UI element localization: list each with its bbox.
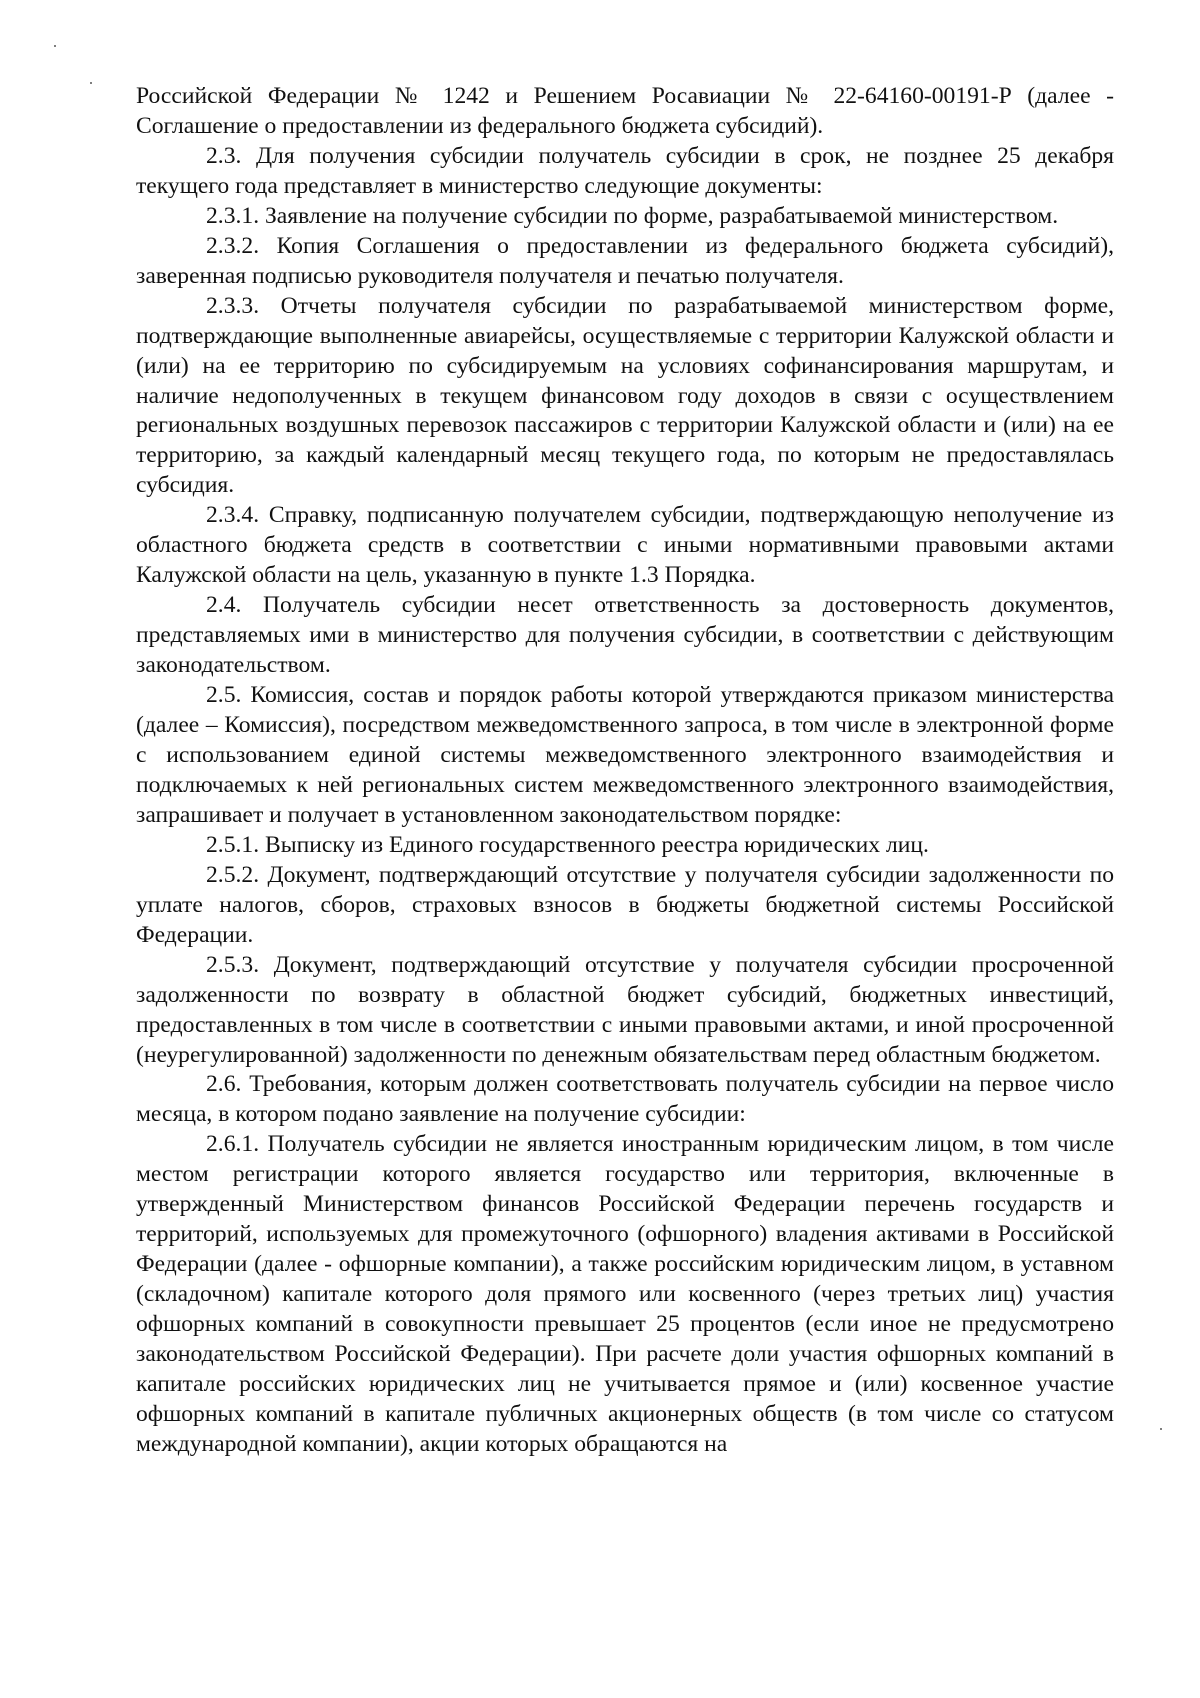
paragraph-2-5: 2.5. Комиссия, состав и порядок работы которой утверждаются приказом министерства (далее – Комиссия), посредством межведомственного запроса, в том числе в электронной форме с использованием единой системы межведомственного электронного взаимодействия и подключаемых к ней региональных систем межведомственного электронного взаимодействия, запрашивает и получает в установленном законодательством порядке: bbox=[136, 682, 1114, 828]
paragraph-2-3-4: 2.3.4. Справку, подписанную получателем субсидии, подтверждающую неполучение из областного бюджета средств в соответствии с иными нормативными правовыми актами Калужской области на цель, указанную в пункте 1.3 Порядка. bbox=[136, 502, 1114, 589]
paragraph-intro-continuation: Российской Федерации № 1242 и Решением Росавиации № 22-64160-00191-Р (далее - Соглашение о предоставлении из федерального бюджета субсидий). bbox=[136, 83, 1114, 139]
paragraph-2-3-1: 2.3.1. Заявление на получение субсидии по форме, разрабатываемой министерством. bbox=[206, 202, 1059, 229]
paragraph-2-6: 2.6. Требования, которым должен соответствовать получатель субсидии на первое число месяца, в котором подано заявление на получение субсидии: bbox=[136, 1071, 1114, 1128]
paragraph-2-5-1: 2.5.1. Выписку из Единого государственного реестра юридических лиц. bbox=[206, 831, 929, 858]
paragraph-2-3-3: 2.3.3. Отчеты получателя субсидии по разрабатываемой министерством форме, подтверждающие выполненные авиарейсы, осуществляемые с территории Калужской области и (или) на ее территорию по субсидируемым на условиях софинансирования маршрутам, и наличие недополученных в текущем финансовом году доходов в связи с осуществлением региональных воздушных перевозок пассажиров с территории Калужской области и (или) на ее территорию, за каждый календарный месяц текущего года, по которым не предоставлялась субсидия. bbox=[136, 292, 1114, 499]
scan-speck bbox=[54, 45, 56, 47]
paragraph-2-5-2: 2.5.2. Документ, подтверждающий отсутствие у получателя субсидии задолженности по уплате налогов, сборов, страховых взносов в бюджеты бюджетной системы Российской Федерации. bbox=[136, 861, 1114, 948]
paragraph-2-3-2: 2.3.2. Копия Соглашения о предоставлении из федерального бюджета субсидий), заверенная подписью руководителя получателя и печатью получателя. bbox=[136, 232, 1114, 289]
scan-speck bbox=[1160, 1428, 1162, 1430]
paragraph-2-6-1: 2.6.1. Получатель субсидии не является иностранным юридическим лицом, в том числе местом регистрации которого является государство или территория, включенные в утвержденный Министерством финансов Российской Федерации перечень государств и территорий, используемых для промежуточного (офшорного) владения активами в Российской Федерации (далее - офшорные компании), а также российским юридическим лицом, в уставном (складочном) капитале которого доля прямого или косвенного (через третьих лиц) участия офшорных компаний в совокупности превышает 25 процентов (если иное не предусмотрено законодательством Российской Федерации). При расчете доли участия офшорных компаний в капитале российских юридических лиц не учитывается прямое и (или) косвенное участие офшорных компаний в капитале публичных акционерных обществ (в том числе со статусом международной компании), акции которых обращаются на bbox=[136, 1131, 1114, 1457]
paragraph-2-5-3: 2.5.3. Документ, подтверждающий отсутствие у получателя субсидии просроченной задолженности по возврату в областной бюджет субсидий, бюджетных инвестиций, предоставленных в том числе в соответствии с иными правовыми актами, и иной просроченной (неурегулированной) задолженности по денежным обязательствам перед областным бюджетом. bbox=[136, 951, 1114, 1068]
paragraph-2-4: 2.4. Получатель субсидии несет ответственность за достоверность документов, представляемых ими в министерство для получения субсидии, в соответствии с действующим законодательством. bbox=[136, 592, 1114, 679]
scan-speck bbox=[90, 82, 92, 84]
document-body bbox=[136, 82, 1114, 1460]
paragraph-2-3: 2.3. Для получения субсидии получатель субсидии в срок, не позднее 25 декабря текущего года представляет в министерство следующие документы: bbox=[136, 142, 1114, 199]
